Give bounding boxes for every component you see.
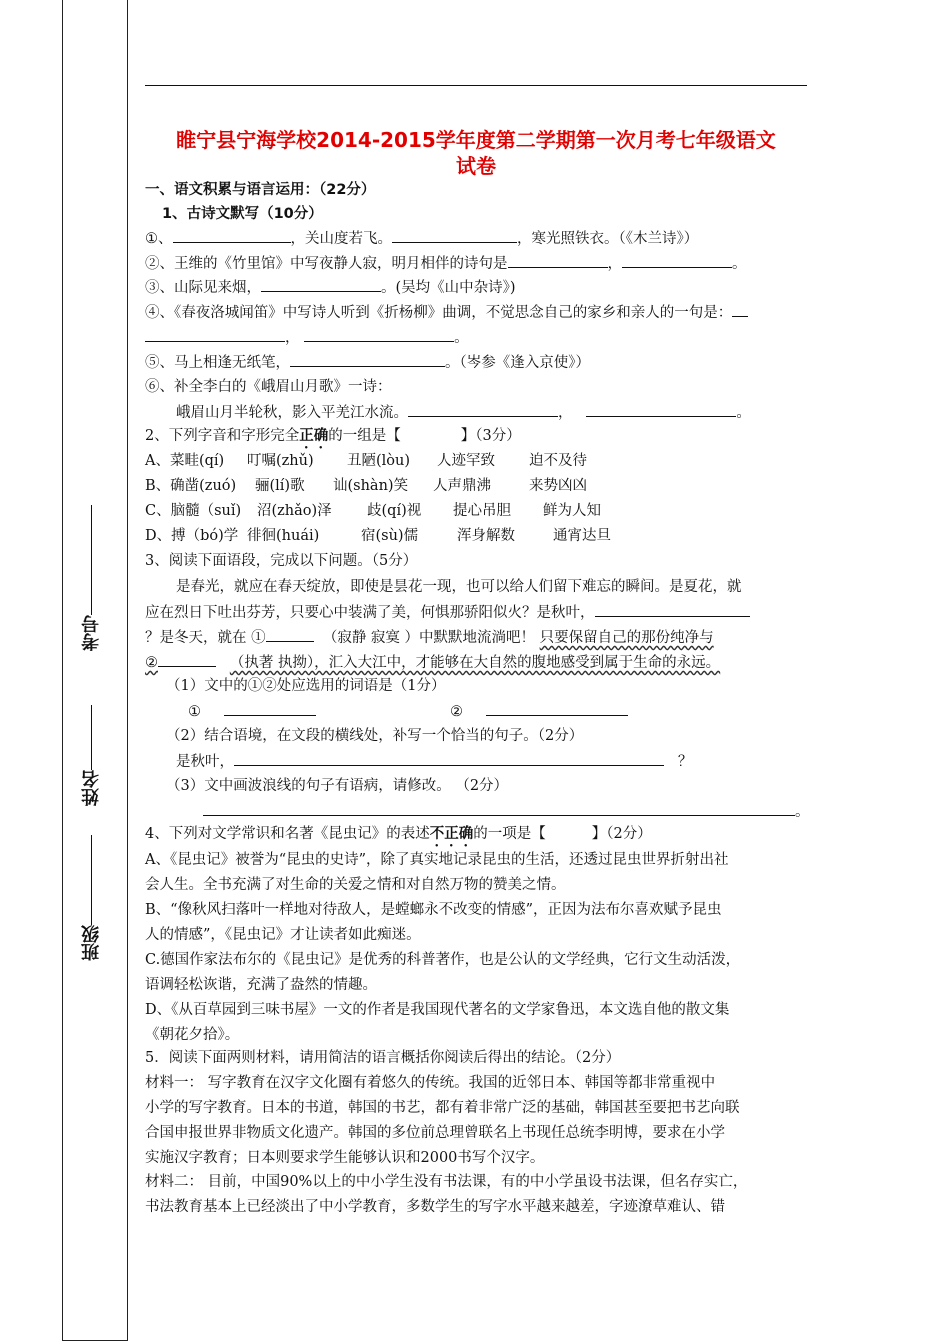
q4-keyword: 不正确: [429, 826, 474, 842]
q1-2-text: ②、王维的《竹里馆》中写夜静人寂，明月相伴的诗句是: [145, 256, 508, 272]
q1-item3: [145, 277, 516, 298]
q3-wavy-sentence-1: 只要保留自己的那份纯净与: [539, 630, 714, 646]
blank[interactable]: [290, 352, 445, 367]
blank[interactable]: [266, 627, 314, 642]
q2-d-4: 浑身解数: [457, 528, 515, 544]
q2-b-2: 骊(lí)歌: [255, 478, 305, 494]
q4-option-a2: 会人生。全书充满了对生命的关爱之情和对自然万物的赞美之情。: [145, 877, 566, 893]
q3-s1-a: ①: [188, 704, 201, 720]
blank[interactable]: [224, 701, 316, 716]
q1-5-source: 。（岑参《逢入京使》）: [445, 355, 590, 371]
blank[interactable]: [508, 253, 608, 268]
q1-item4-line1: [145, 302, 748, 323]
blank[interactable]: [408, 402, 558, 417]
q1-item6-line1: ⑥、补全李白的《峨眉山月歌》一诗：: [145, 379, 392, 395]
q2-option-b: [145, 476, 587, 496]
q3-wavy-sentence-2: （执著 执拗），汇入大江中，才能够在大自然的腹地感受到属于生命的永远。: [229, 655, 721, 671]
q4-option-a1: A、《昆虫记》被誉为“昆虫的史诗”，除了真实地记录昆虫的生活，还透过昆虫世界折射出社: [145, 852, 729, 868]
q3-heading: 3、阅读下面语段，完成以下问题。（5分）: [145, 553, 418, 569]
blank[interactable]: [234, 751, 664, 766]
q1-3-text: ③、山际见来烟，: [145, 280, 261, 296]
q3-sub1-answers: [188, 701, 628, 722]
q2-d-1: D、搏（bó)学: [145, 528, 239, 544]
q5-material1-2: 小学的写字教育。日本的书道，韩国的书艺，都有着非常广泛的基础，韩国甚至要把书艺向联: [145, 1100, 740, 1116]
class-label: 班级: [81, 925, 102, 961]
q2-b-3: 讪(shàn)笑: [333, 478, 409, 494]
q3-s1-b: ②: [450, 704, 464, 720]
q1-4-comma: ，: [285, 330, 300, 346]
blank[interactable]: [732, 302, 748, 317]
q3-passage-4: [145, 652, 720, 673]
q5-material2-1: 材料二： 目前，中国90%以上的中小学生没有书法课，有的中小学虽设书法课，但名存实亡，: [145, 1174, 748, 1190]
q3-sub3-answer: [203, 801, 810, 822]
q5-material1-1: 材料一： 写字教育在汉字文化圈有着悠久的传统。我国的近邻日本、韩国等都非常重视中: [145, 1075, 716, 1091]
q4-option-d1: D、《从百草园到三味书屋》一文的作者是我国现代著名的文学家鲁迅，本文选自他的散文集: [145, 1002, 730, 1018]
q4-bracket-open: 的一项是【: [473, 826, 546, 842]
q3-sub1: （1）文中的①②处应选用的词语是（1分）: [166, 678, 446, 694]
q4-option-c2: 语调轻松诙谐，充满了盎然的情趣。: [145, 977, 377, 993]
q5-material1-3: 合国申报世界非物质文化遗产。韩国的多位前总理曾联名上书现任总统李明博，要求在小学: [145, 1125, 725, 1141]
q1-6-poem: 峨眉山月半轮秋，影入平羌江水流。: [176, 405, 408, 421]
header-rule: [145, 85, 807, 86]
q3-passage-2: [145, 602, 750, 623]
q4-option-c1: C.德国作家法布尔的《昆虫记》是优秀的科普著作，也是公认的文学经典，它行文生动活泼，: [145, 952, 741, 968]
q2-d-2: 徘徊(huái): [247, 528, 320, 544]
binding-strip: [62, 0, 128, 1341]
q2-bracket-close: 】（3分）: [460, 428, 521, 444]
q1-2-end: 。: [732, 256, 747, 272]
q2-c-5: 鲜为人知: [543, 503, 601, 519]
blank[interactable]: [486, 701, 628, 716]
exam-no-label: 考号: [81, 615, 102, 651]
q1-1-text2: ，寒光照铁衣。（《木兰诗》）: [517, 231, 699, 247]
q1-4-end: 。: [454, 330, 469, 346]
q2-b-5: 来势凶凶: [529, 478, 587, 494]
q4-option-b2: 人的情感”，《昆虫记》才让读者如此痴迷。: [145, 927, 421, 943]
q3-s2-lead: 是秋叶，: [176, 754, 234, 770]
q1-item2: [145, 253, 747, 274]
exam-title-line2: 试卷: [456, 154, 496, 178]
blank[interactable]: [586, 402, 736, 417]
q3-p3-text2: （寂静 寂寞 ）中默默地流淌吧！: [322, 630, 536, 646]
q3-passage-1: 是春光，就应在春天绽放，即使是昙花一现，也可以给人们留下难忘的瞬间。是夏花，就: [176, 579, 742, 595]
exam-title-line1: 睢宁县宁海学校2014-2015学年度第二学期第一次月考七年级语文: [176, 128, 776, 152]
blank[interactable]: [304, 327, 454, 342]
q2-option-d: [145, 526, 611, 546]
blank[interactable]: [158, 652, 216, 667]
q2-a-1: A、菜畦(qí): [145, 453, 225, 469]
q2-d-5: 通宵达旦: [553, 528, 611, 544]
q4-option-d2: 《朝花夕拾》。: [145, 1027, 240, 1043]
q2-b-1: B、确凿(zuó): [145, 478, 237, 494]
q2-c-4: 提心吊胆: [453, 503, 511, 519]
q1-2-comma: ，: [607, 256, 622, 272]
q2-a-3: 丑陋(lòu): [347, 453, 411, 469]
q5-material2-2: 书法教育基本上已经淡出了中小学教育，多数学生的写字水平越来越差，字迹潦草难认、错: [145, 1199, 725, 1215]
q4-text: 4、下列对文学常识和名著《昆虫记》的表述: [145, 826, 430, 842]
q1-1-text: ，关山度若飞。: [290, 231, 392, 247]
q2-stem: [145, 426, 521, 452]
q1-1-num: ①、: [145, 231, 173, 247]
q3-sub3: （3）文中画波浪线的句子有语病，请修改。 （2分）: [166, 778, 509, 794]
q1-item1: [145, 228, 698, 249]
blank[interactable]: [595, 602, 750, 617]
q3-p3-text: ？是冬天，就在 ①: [145, 630, 266, 646]
blank[interactable]: [392, 228, 517, 243]
q1-heading: 1、古诗文默写（10分）: [162, 206, 323, 222]
q1-6-comma: ，: [558, 405, 573, 421]
blank[interactable]: [261, 277, 381, 292]
q2-a-4: 人迹罕致: [437, 453, 495, 469]
q1-item6-line2: [176, 402, 751, 423]
q5-heading: 5．阅读下面两则材料，请用简洁的语言概括你阅读后得出的结论。（2分）: [145, 1050, 621, 1066]
q1-4-text: ④、《春夜洛城闻笛》中写诗人听到《折杨柳》曲调，不觉思念自己的家乡和亲人的一句是：: [145, 305, 733, 321]
section1-heading: 一、语文积累与语言运用：（22分）: [145, 182, 376, 198]
q2-d-3: 宿(sù)儒: [361, 528, 419, 544]
q5-material1-4: 实施汉字教育；日本则要求学生能够认识和2000书写个汉字。: [145, 1150, 545, 1166]
q1-5-text: ⑤、马上相逢无纸笔，: [145, 355, 290, 371]
q3-p4-num: ②: [145, 655, 158, 671]
q2-c-3: 歧(qí)视: [367, 503, 422, 519]
q3-sub2: （2）结合语境，在文段的横线处，补写一个恰当的句子。（2分）: [166, 728, 584, 744]
blank[interactable]: [145, 327, 285, 342]
q2-c-1: C、脑髓（suǐ): [145, 503, 242, 519]
q2-bracket-open: 的一组是【: [328, 428, 401, 444]
name-label: 姓名: [81, 770, 102, 806]
q1-3-source: 。(吴均《山中杂诗》): [381, 280, 516, 296]
class-line: [91, 835, 92, 925]
q4-stem: [145, 824, 652, 850]
q3-p2-text: 应在烈日下吐出芬芳，只要心中装满了美，何惧那骄阳似火？是秋叶，: [145, 605, 595, 621]
q2-a-5: 迫不及待: [529, 453, 587, 469]
q1-item5: [145, 352, 590, 373]
blank[interactable]: [203, 801, 795, 816]
q2-keyword: 正确: [299, 428, 329, 444]
q2-c-2: 沼(zhǎo)泽: [257, 503, 332, 519]
blank[interactable]: [622, 253, 732, 268]
exam-no-line: [91, 505, 92, 615]
q3-passage-3: [145, 627, 714, 648]
q3-s2-end: ？: [677, 754, 693, 770]
q3-s3-end: 。: [795, 804, 810, 820]
q2-option-c: [145, 501, 601, 521]
q2-option-a: [145, 451, 587, 471]
name-line: [91, 705, 92, 770]
blank[interactable]: [173, 228, 291, 243]
q3-sub2-answer: [176, 751, 692, 772]
q1-6-end: 。: [736, 405, 751, 421]
q2-text: 2、下列字音和字形完全: [145, 428, 300, 444]
q4-option-b1: B、“像秋风扫落叶一样地对待敌人，是螳螂永不改变的情感”，正因为法布尔喜欢赋予昆虫: [145, 902, 722, 918]
q4-bracket-close: 】（2分）: [591, 826, 652, 842]
q1-item4-line2: [145, 327, 469, 348]
q2-b-4: 人声鼎沸: [433, 478, 491, 494]
q2-a-2: 叮嘱(zhǔ): [247, 453, 314, 469]
